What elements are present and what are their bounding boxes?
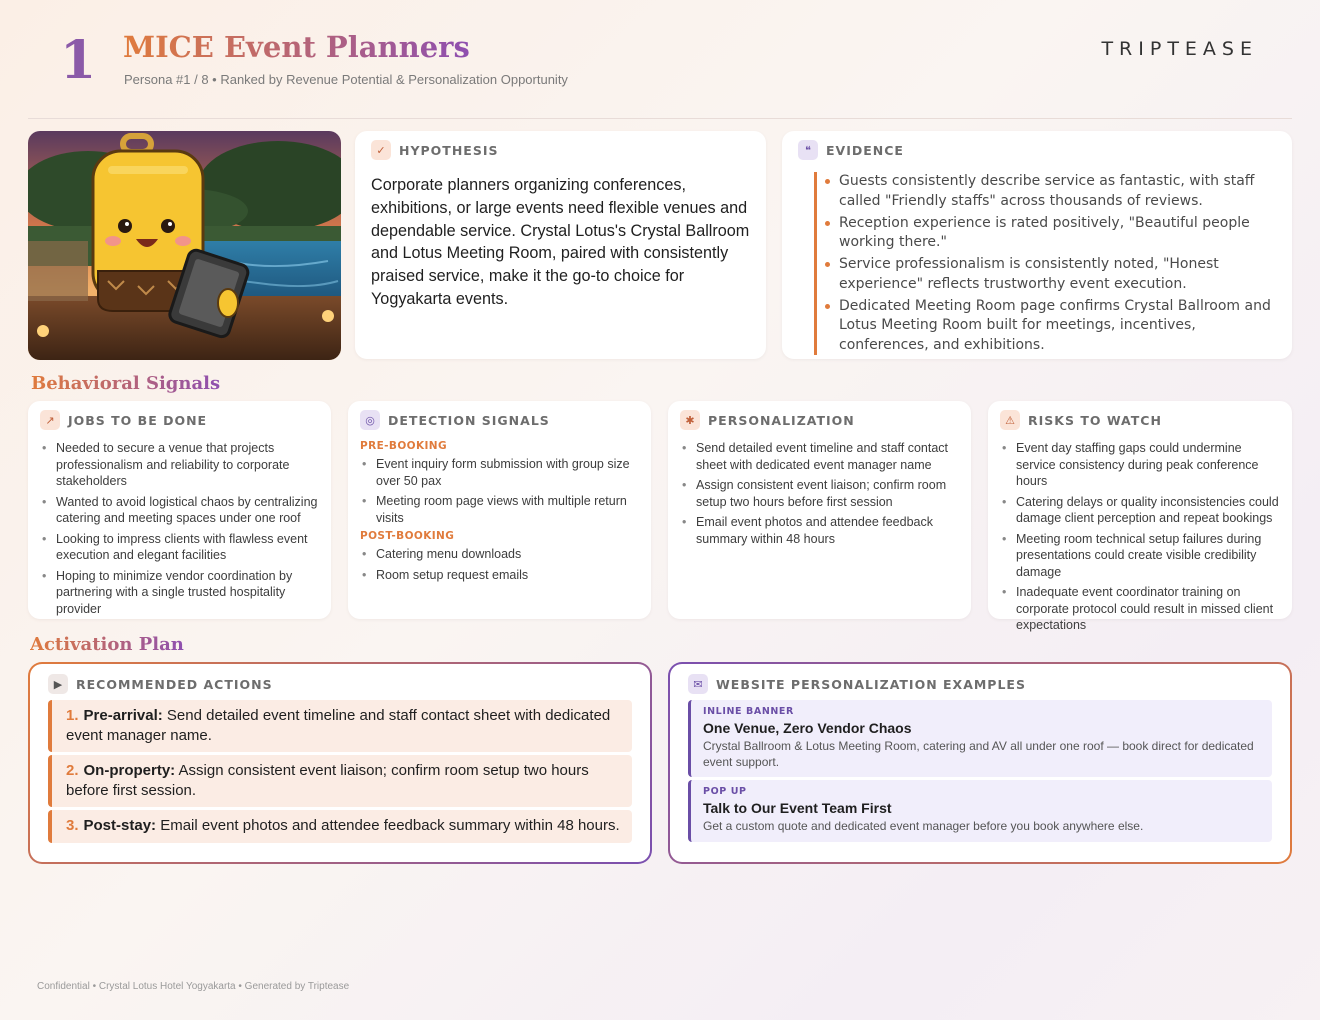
persona-illustration (28, 131, 341, 360)
pre-booking-heading: PRE-BOOKING (360, 440, 448, 452)
personalization-card (668, 401, 971, 619)
list-item: • Meeting room page views with multiple return visits (360, 493, 639, 526)
inline-banner-example (688, 700, 1272, 777)
list-item: • Meeting room technical setup failures during presentations could create visible credibility damage (1000, 531, 1280, 581)
actions-header (48, 674, 273, 694)
brand-logo: TRIPTEASE (1101, 38, 1258, 60)
page-subtitle: Persona #1 / 8 • Ranked by Revenue Potential & Personalization Opportunity (124, 72, 568, 87)
action-item-pre-arrival (48, 700, 632, 752)
action-number: 3. (66, 817, 79, 834)
mascot-image (28, 131, 341, 360)
arrow-up-right-icon: ↗ (40, 410, 60, 430)
post-booking-list (360, 546, 639, 583)
action-heading: Pre-arrival: (83, 707, 163, 724)
jobs-label: JOBS TO BE DONE (68, 412, 208, 428)
example-body: Crystal Ballroom & Lotus Meeting Room, catering and AV all under one roof — book direct for dedicated event support. (703, 739, 1254, 769)
evidence-header (798, 140, 1276, 160)
page-title: MICE Event Planners (123, 30, 470, 64)
post-booking-heading: POST-BOOKING (360, 530, 455, 542)
evidence-item: Guests consistently describe service as fantastic, with staff called "Friendly staffs" across thousands of reviews. (839, 172, 1276, 211)
action-number: 1. (66, 707, 79, 724)
action-text: Email event photos and attendee feedback summary within 48 hours. (156, 817, 620, 834)
header-divider (28, 118, 1292, 119)
hypothesis-text: Corporate planners organizing conferences, exhibitions, or large events need flexible venues and dependable service. Crystal Lotus's Crystal Ballroom and Lotus Meeting Room, paired with consistently praised service, make it the go-to choice for Yogyakarta events. (371, 176, 750, 308)
mail-icon: ✉ (688, 674, 708, 694)
footer-text: Confidential • Crystal Lotus Hotel Yogyakarta • Generated by Triptease (37, 981, 350, 992)
warning-icon: ⚠ (1000, 410, 1020, 430)
risks-label: RISKS TO WATCH (1028, 412, 1162, 428)
quote-icon: ❝ (798, 140, 818, 160)
detection-label: DETECTION SIGNALS (388, 412, 550, 428)
list-item: • Event inquiry form submission with group size over 50 pax (360, 456, 639, 489)
evidence-list (814, 172, 1276, 355)
list-item: • Wanted to avoid logistical chaos by centralizing catering and meeting spaces under one roof (40, 494, 319, 527)
action-item-post-stay (48, 810, 632, 843)
action-number: 2. (66, 762, 79, 779)
action-item-on-property (48, 755, 632, 807)
example-tag: INLINE BANNER (703, 706, 794, 717)
evidence-label: EVIDENCE (826, 142, 904, 158)
personalization-list (680, 440, 959, 547)
example-tag: POP UP (703, 786, 747, 797)
list-item: • Send detailed event timeline and staff contact sheet with dedicated event manager name (680, 440, 959, 473)
list-item: • Catering menu downloads (360, 546, 639, 563)
list-item: • Email event photos and attendee feedback summary within 48 hours (680, 514, 959, 547)
play-icon: ▶ (48, 674, 68, 694)
risks-list (1000, 440, 1280, 634)
hypothesis-card (355, 131, 766, 359)
detection-header (360, 410, 639, 430)
evidence-item: Service professionalism is consistently noted, "Honest experience" reflects trustworthy event execution. (839, 255, 1276, 294)
risks-card (988, 401, 1292, 632)
pre-booking-list (360, 456, 639, 526)
jobs-list (40, 440, 319, 617)
website-personalization-card (668, 662, 1292, 864)
persona-number: 1 (60, 30, 97, 91)
evidence-item: Reception experience is rated positively, "Beautiful people working there." (839, 214, 1276, 253)
list-item: • Needed to secure a venue that projects professionalism and reliability to corporate stakeholders (40, 440, 319, 490)
jobs-card (28, 401, 331, 619)
action-heading: On-property: (83, 762, 176, 779)
hypothesis-header (371, 140, 750, 160)
popup-example (688, 780, 1272, 842)
list-item: • Catering delays or quality inconsistencies could damage client perception and repeat bookings (1000, 494, 1280, 527)
detection-card (348, 401, 651, 619)
action-heading: Post-stay: (83, 817, 157, 834)
hypothesis-label: HYPOTHESIS (399, 142, 499, 158)
example-body: Get a custom quote and dedicated event manager before you book anywhere else. (703, 819, 1144, 833)
list-item: • Inadequate event coordinator training on corporate protocol could result in missed client expectations (1000, 584, 1280, 634)
behavioral-signals-title: Behavioral Signals (31, 373, 221, 394)
action-text: Assign consistent event liaison; confirm room setup two hours before first session. (66, 762, 589, 799)
recommended-actions-card (28, 662, 652, 864)
evidence-card (782, 131, 1292, 359)
evidence-item: Dedicated Meeting Room page confirms Crystal Ballroom and Lotus Meeting Room built for meetings, incentives, conferences, and exhibitions. (839, 297, 1276, 356)
target-icon: ◎ (360, 410, 380, 430)
example-title: One Venue, Zero Vendor Chaos (703, 720, 912, 736)
list-item: • Room setup request emails (360, 567, 639, 584)
jobs-header (40, 410, 319, 430)
website-header (688, 674, 1026, 694)
actions-label: RECOMMENDED ACTIONS (76, 676, 273, 692)
list-item: • Looking to impress clients with flawless event execution and elegant facilities (40, 531, 319, 564)
check-icon: ✓ (371, 140, 391, 160)
sparkle-icon: ✱ (680, 410, 700, 430)
list-item: • Assign consistent event liaison; confirm room setup two hours before first session (680, 477, 959, 510)
list-item: • Event day staffing gaps could undermine service consistency during peak conference hours (1000, 440, 1280, 490)
website-label: WEBSITE PERSONALIZATION EXAMPLES (716, 676, 1026, 692)
example-title: Talk to Our Event Team First (703, 800, 892, 816)
activation-plan-title: Activation Plan (30, 634, 184, 655)
personalization-label: PERSONALIZATION (708, 412, 855, 428)
list-item: • Hoping to minimize vendor coordination by partnering with a single trusted hospitality provider (40, 568, 319, 618)
action-text: Send detailed event timeline and staff contact sheet with dedicated event manager name. (66, 707, 611, 744)
personalization-header (680, 410, 959, 430)
risks-header (1000, 410, 1280, 430)
